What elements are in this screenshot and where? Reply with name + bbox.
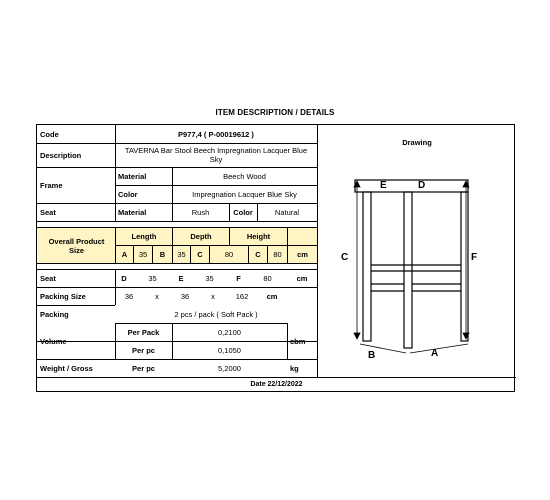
dim-d-letter: D xyxy=(121,273,127,283)
dim-c-extra-value: 80 xyxy=(268,246,287,263)
dim-c-value: 80 xyxy=(210,246,248,263)
label-a: A xyxy=(431,348,439,359)
dim-e-value: 35 xyxy=(205,273,214,283)
leg-front-left xyxy=(363,192,371,341)
seat-color-value: Natural xyxy=(274,207,300,217)
packing-height: 162 xyxy=(235,291,249,301)
label-b: B xyxy=(368,350,376,361)
dim-a-value: 35 xyxy=(134,246,152,263)
drawing-label: Drawing xyxy=(402,137,432,147)
dim-c-letter: C xyxy=(191,246,209,263)
weight-per-pc-value: 5,2000 xyxy=(218,363,241,373)
dim-line-b xyxy=(360,344,406,353)
volume-per-pc-value: 0,1050 xyxy=(218,345,241,355)
dim-d-value: 35 xyxy=(148,273,157,283)
seat-material-label: Material xyxy=(118,207,147,217)
label-c: C xyxy=(341,252,349,263)
label-f: F xyxy=(471,252,478,263)
dim-b-letter: B xyxy=(153,246,172,263)
label-e: E xyxy=(380,180,387,191)
depth-header: Depth xyxy=(173,228,229,245)
code-value: P977,4 ( P-00019612 ) xyxy=(178,129,254,139)
label-d: D xyxy=(418,180,426,191)
stool-drawing xyxy=(318,170,478,370)
leg-front-right xyxy=(404,192,412,348)
dim-f-letter: F xyxy=(236,273,241,283)
packing-size-unit: cm xyxy=(266,291,278,301)
volume-per-pc-label: Per pc xyxy=(132,345,155,355)
packing-x1: x xyxy=(155,291,159,301)
leg-back-right xyxy=(461,192,468,341)
seat-label: Seat xyxy=(40,207,56,217)
page-heading: ITEM DESCRIPTION / DETAILS xyxy=(215,108,335,117)
volume-per-pack-label: Per Pack xyxy=(127,327,160,337)
frame-material-value: Beech Wood xyxy=(223,171,266,181)
header-unit-spacer xyxy=(288,228,317,245)
height-header: Height xyxy=(230,228,287,245)
description-label: Description xyxy=(40,150,82,160)
date-footer: Date 22/12/2022 xyxy=(250,381,303,388)
length-header: Length xyxy=(116,228,172,245)
dim-line-a xyxy=(410,344,468,353)
volume-label: Volume xyxy=(40,336,67,346)
stool-drawing-svg xyxy=(318,170,478,370)
weight-unit: kg xyxy=(290,363,299,373)
arrow-c-bottom xyxy=(354,333,360,339)
packing-size-label: Packing Size xyxy=(40,291,86,301)
frame-color-value: Impregnation Lacquer Blue Sky xyxy=(192,189,297,199)
packing-length: 36 xyxy=(124,291,134,301)
weight-per-pc-label: Per pc xyxy=(132,363,155,373)
dim-a-letter: A xyxy=(116,246,133,263)
dim-e-letter: E xyxy=(178,273,184,283)
frame-color-label: Color xyxy=(118,189,138,199)
volume-per-pack-value: 0,2100 xyxy=(218,327,241,337)
packing-width: 36 xyxy=(180,291,190,301)
packing-value: 2 pcs / pack ( Soft Pack ) xyxy=(115,305,317,323)
dim-seat-unit: cm xyxy=(296,273,308,283)
seat-color-label: Color xyxy=(233,207,253,217)
dim-c-extra-letter: C xyxy=(249,246,267,263)
seat-dims-label: Seat xyxy=(40,273,56,283)
seat-top-shape xyxy=(355,180,468,192)
description-value: TAVERNA Bar Stool Beech Impregnation Lacquer Blue Sky xyxy=(124,146,308,164)
dim-b-value: 35 xyxy=(173,246,190,263)
weight-label: Weight / Gross xyxy=(40,363,93,373)
frame-material-label: Material xyxy=(118,171,147,181)
dim-overall-unit: cm xyxy=(288,246,317,263)
packing-x2: x xyxy=(211,291,215,301)
code-label: Code xyxy=(40,129,59,139)
volume-unit: cbm xyxy=(290,336,306,346)
overall-size-label: Overall Product Size xyxy=(38,228,115,263)
dim-f-value: 80 xyxy=(263,273,272,283)
seat-material-value: Rush xyxy=(191,207,210,217)
frame-label: Frame xyxy=(40,180,63,190)
packing-label: Packing xyxy=(40,309,69,319)
